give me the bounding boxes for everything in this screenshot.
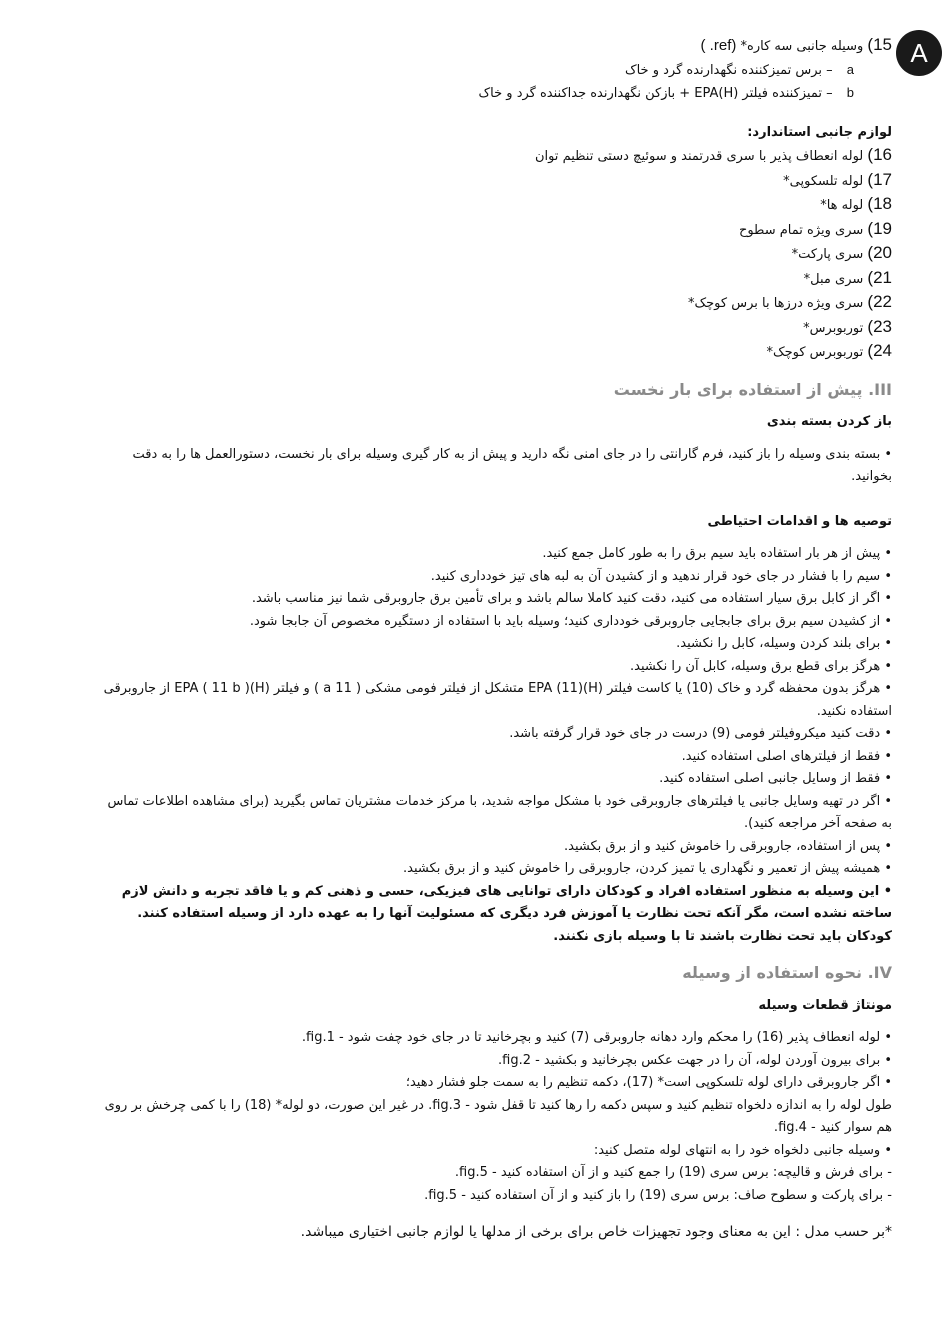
list-item: • فقط از فیلترهای اصلی استفاده کنید. bbox=[681, 748, 892, 764]
item-15-label: وسیله جانبی سه کاره* bbox=[740, 39, 864, 54]
item-text: لوله تلسکوپی* bbox=[783, 173, 864, 189]
list-item: • هرگز برای قطع برق وسیله، کابل آن را نکشید. bbox=[630, 658, 892, 674]
assembly-list bbox=[100, 1027, 892, 1207]
list-item: طول لوله را به اندازه دلخواه تنظیم کنید و سپس دکمه را رها کنید تا قفل شود - fig.3. در غیر این صورت، دو لوله* (18) را با کمی چرخش بر روی هم سوار کنید - fig.4. bbox=[104, 1097, 892, 1135]
item-text: توربوبرس* bbox=[803, 320, 864, 336]
list-item bbox=[100, 193, 892, 218]
list-item: • برای بیرون آوردن لوله، آن را در جهت عکس بچرخانید و بکشید - fig.2. bbox=[497, 1052, 892, 1068]
list-item: - برای فرش و قالیچه: برس سری (19) را جمع کنید و از آن استفاده کنید - fig.5. bbox=[454, 1165, 892, 1180]
item-15-ref: (ref. ) bbox=[700, 37, 737, 54]
item-number: 18) bbox=[867, 194, 892, 213]
manual-page-content bbox=[100, 34, 892, 1244]
assembly-heading: مونتاژ قطعات وسیله bbox=[758, 997, 892, 1013]
list-item bbox=[100, 218, 892, 243]
list-item: • فقط از وسایل جانبی اصلی استفاده کنید. bbox=[659, 771, 892, 786]
item-number: 20) bbox=[867, 243, 892, 262]
sub-text: – برس تمیزکننده نگهدارنده گرد و خاک bbox=[624, 62, 833, 78]
sub-letter: b bbox=[846, 85, 854, 100]
item-number: 21) bbox=[867, 267, 892, 287]
safety-list bbox=[100, 543, 892, 948]
list-item bbox=[100, 144, 892, 169]
item-number: 19) bbox=[867, 218, 892, 238]
item-15-sub-a bbox=[100, 59, 892, 83]
list-item: • از کشیدن سیم برق برای جابجایی جاروبرقی خودداری کنید؛ وسیله باید با استفاده از دستگیره مخصوص آن جابجا شود. bbox=[249, 613, 892, 629]
item-number: 23) bbox=[867, 316, 892, 336]
sub-text: – تمیزکننده فیلتر (H)EPA + بازکن نگهدارنده جداکننده گرد و خاک bbox=[478, 86, 833, 101]
list-item: • پیش از هر بار استفاده باید سیم برق را به طور کامل جمع کنید. bbox=[542, 546, 892, 561]
footnote: *بر حسب مدل : این به معنای وجود تجهیزات خاص برای برخی از مدلها یا لوازم جانبی اختیاری میباشد. bbox=[300, 1224, 892, 1240]
list-item: • همیشه پیش از تعمیر و نگهداری یا تمیز کردن، جاروبرقی را خاموش کنید و از برق بکشید. bbox=[403, 861, 892, 876]
list-item: • وسیله جانبی دلخواه خود را به انتهای لوله متصل کنید: bbox=[593, 1142, 892, 1158]
list-item: • پس از استفاده، جاروبرقی را خاموش کنید و از برق بکشید. bbox=[564, 838, 892, 854]
item-number: 16) bbox=[867, 145, 892, 164]
list-item: • اگر جاروبرقی دارای لوله تلسکوپی است* (17)، دکمه تنظیم را به سمت جلو فشار دهید؛ bbox=[405, 1075, 892, 1090]
list-item bbox=[100, 340, 892, 365]
safety-heading: توصیه ها و اقدامات احتیاطی bbox=[707, 513, 892, 529]
section-4-title: IV. نحوه استفاده از وسیله bbox=[682, 963, 892, 982]
standard-accessories-list bbox=[100, 144, 892, 365]
unpacking-text: • بسته بندی وسیله را باز کنید، فرم گارانتی را در جای امنی نگه دارید و پیش از به کار گیری وسیله برای بار نخست، دستورالعمل ها را به دقت بخوانید. bbox=[132, 446, 892, 484]
safety-warning-bold: • این وسیله به منظور استفاده افراد و کودکان دارای توانایی های فیزیکی، حسی و ذهنی کم و یا فاقد تجربه و دانش لازم ساخته نشده است، مگر آنکه تحت نظارت یا آموزش فرد دیگری که مسئولیت آنها را به عهده دارد از وسیله استفاده کنند. کودکان باید تحت نظارت باشند تا با وسیله بازی نکنند. bbox=[121, 883, 892, 944]
item-text: سری پارکت* bbox=[791, 247, 864, 262]
section-3-title: III. پیش از استفاده برای بار نخست bbox=[613, 379, 892, 399]
item-15-sub-b bbox=[100, 82, 892, 106]
list-item: • هرگز بدون محفظه گرد و خاک (10) یا کاست فیلتر (H)EPA (11) متشکل از فیلتر فومی مشکی ( 11 a ) و فیلتر (H)EPA ( 11 b ) از جاروبرقی استفاده نکنید. bbox=[103, 681, 892, 719]
list-item bbox=[100, 169, 892, 194]
list-item: • سیم را با فشار در جای خود قرار ندهید و از کشیدن آن به لبه های تیز خودداری کنید. bbox=[430, 568, 892, 584]
item-text: سری مبل* bbox=[803, 271, 864, 287]
item-15 bbox=[100, 34, 892, 59]
item-15-number: 15) bbox=[867, 35, 892, 54]
item-text: لوله ها* bbox=[820, 198, 864, 213]
list-item: • اگر در تهیه وسایل جانبی یا فیلترهای جاروبرقی خود با مشکل مواجه شدید، با مرکز خدمات مشتریان تماس بگیرید (برای مشاهده اطلاعات تماس به صفحه آخر مراجعه کنید). bbox=[107, 793, 892, 831]
item-text: لوله انعطاف پذیر با سری قدرتمند و سوئیچ دستی تنظیم توان bbox=[534, 149, 864, 164]
sub-letter: a bbox=[846, 61, 854, 77]
list-item: - برای پارکت و سطوح صاف: برس سری (19) را باز کنید و از آن استفاده کنید - fig.5. bbox=[424, 1187, 892, 1203]
list-item bbox=[100, 267, 892, 292]
list-item: • اگر از کابل برق سیار استفاده می کنید، دقت کنید کاملا سالم باشد و برای تأمین برق جاروبرقی شما نیز مناسب باشد. bbox=[251, 591, 892, 606]
list-item bbox=[100, 316, 892, 341]
item-number: 24) bbox=[867, 341, 892, 360]
list-item: • لوله انعطاف پذیر (16) را محکم وارد دهانه جاروبرقی (7) کنید و بچرخانید تا در جای خود چفت شود - fig.1. bbox=[301, 1030, 892, 1045]
item-number: 17) bbox=[867, 169, 892, 189]
item-text: سری ویژه تمام سطوح bbox=[738, 222, 864, 238]
item-text: توربوبرس کوچک* bbox=[766, 345, 864, 360]
list-item bbox=[100, 242, 892, 267]
list-item: • دقت کنید میکروفیلتر فومی (9) درست در جای خود قرار گرفته باشد. bbox=[509, 726, 892, 741]
list-item bbox=[100, 291, 892, 316]
standard-accessories-heading: لوازم جانبی استاندارد: bbox=[747, 124, 892, 140]
list-item: • برای بلند کردن وسیله، کابل را نکشید. bbox=[676, 636, 892, 651]
page-letter-badge: A bbox=[896, 30, 942, 76]
item-number: 22) bbox=[867, 292, 892, 311]
unpacking-heading: باز کردن بسته بندی bbox=[766, 414, 892, 429]
item-text: سری ویژه درزها با برس کوچک* bbox=[688, 296, 864, 311]
